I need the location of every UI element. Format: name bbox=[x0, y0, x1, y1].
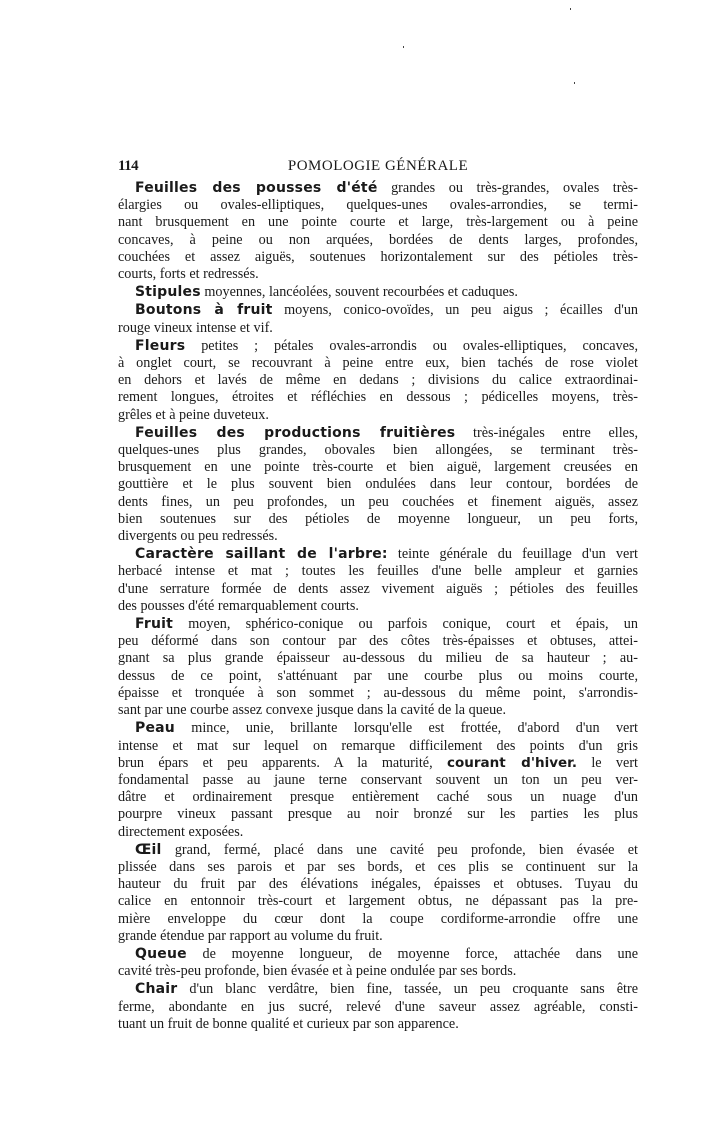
paragraph bbox=[118, 842, 638, 945]
paragraph-heading: Chair bbox=[135, 981, 178, 998]
line-text: élargies ou ovales-elliptiques, quelques-unes ovales-arrondies, se termi- bbox=[118, 197, 638, 214]
line-text: épaisse et tronquée à son sommet ; au-dessous du même point, s'arrondis- bbox=[118, 684, 638, 701]
paragraph bbox=[118, 338, 638, 424]
line-text: d'un blanc verdâtre, bien fine, tassée, un peu croquante sans être bbox=[177, 981, 638, 998]
text-line bbox=[118, 842, 638, 859]
paragraph bbox=[118, 284, 638, 301]
text-line bbox=[118, 633, 638, 650]
line-text: pourpre vineux passant presque au noir bronzé sur les parties les plus bbox=[118, 806, 638, 823]
line-text: rouge vineux intense et vif. bbox=[118, 319, 273, 336]
text-line bbox=[118, 355, 638, 372]
line-text: brun épars et peu apparents. A la maturité, bbox=[118, 754, 447, 771]
line-text: ferme, abondante en jus sucré, relevé d'une saveur assez agréable, consti- bbox=[118, 998, 638, 1015]
inline-emphasis: courant d'hiver. bbox=[446, 754, 578, 771]
line-text: brusquement en une pointe très-courte et bien aiguë, largement creusées en bbox=[118, 459, 638, 476]
text-line bbox=[118, 214, 638, 231]
text-line bbox=[118, 197, 638, 214]
paragraph-heading: Feuilles des productions fruitières bbox=[135, 424, 456, 441]
text-line bbox=[118, 442, 638, 459]
text-line bbox=[118, 999, 638, 1016]
line-text: à onglet court, se recouvrant à peine entre eux, bien tachés de rose violet bbox=[118, 355, 638, 372]
text-line bbox=[118, 320, 638, 337]
text-line bbox=[118, 789, 638, 806]
paragraph-heading: Queue bbox=[135, 945, 187, 962]
line-text: concaves, à peine ou non arquées, bordées de dents larges, profondes, bbox=[118, 231, 638, 248]
line-text: intense et mat sur lequel on remarque difficilement des points d'un gris bbox=[118, 737, 638, 754]
paragraph bbox=[118, 425, 638, 545]
text-line bbox=[118, 824, 638, 841]
text-line bbox=[118, 338, 638, 355]
text-line bbox=[118, 563, 638, 580]
line-text: bien soutenues sur des pétioles de moyenne longueur, un peu forts, bbox=[118, 510, 638, 527]
text-line bbox=[118, 302, 638, 319]
text-line bbox=[118, 528, 638, 545]
text-line bbox=[118, 494, 638, 511]
line-text: sant par une courbe assez convexe jusque dans la cavité de la queue. bbox=[118, 702, 507, 719]
text-line bbox=[118, 1016, 638, 1033]
text-line bbox=[118, 407, 638, 424]
page-header bbox=[118, 158, 638, 180]
text-line bbox=[118, 928, 638, 945]
text-line bbox=[118, 755, 638, 772]
text-line bbox=[118, 180, 638, 197]
paragraph bbox=[118, 720, 638, 840]
paragraph-heading: Stipules bbox=[135, 284, 201, 301]
text-line bbox=[118, 806, 638, 823]
line-text: mière enveloppe du cœur dont la coupe cordiforme-arrondie offre une bbox=[118, 910, 638, 927]
line-text: couchées et assez aiguës, soutenues horizontalement sur des pétioles très- bbox=[118, 248, 638, 265]
line-text: de moyenne longueur, de moyenne force, attachée dans une bbox=[186, 945, 638, 962]
book-page bbox=[118, 158, 638, 1033]
paragraph bbox=[118, 546, 638, 615]
text-line bbox=[118, 389, 638, 406]
paragraph bbox=[118, 302, 638, 336]
text-line bbox=[118, 284, 638, 301]
text-line bbox=[118, 738, 638, 755]
text-line bbox=[118, 702, 638, 719]
line-text: petites ; pétales ovales-arrondis ou ovales-elliptiques, concaves, bbox=[185, 337, 638, 354]
line-text: courts, forts et redressés. bbox=[118, 266, 259, 283]
text-line bbox=[118, 720, 638, 737]
text-line bbox=[118, 668, 638, 685]
text-line bbox=[118, 650, 638, 667]
paragraph bbox=[118, 616, 638, 719]
paragraph bbox=[118, 946, 638, 980]
line-text: mince, unie, brillante lorsqu'elle est frottée, d'abord d'un vert bbox=[174, 720, 638, 737]
line-text: grêles et à peine duveteux. bbox=[118, 406, 269, 423]
paragraph-heading: Œil bbox=[135, 841, 162, 858]
line-text: divergents ou peu redressés. bbox=[118, 528, 278, 545]
line-text: teinte générale du feuillage d'un vert bbox=[387, 546, 638, 563]
page-body bbox=[118, 180, 638, 1033]
line-text: gouttière et le plus souvent bien ondulées dans leur contour, bordées de bbox=[118, 476, 638, 493]
line-text: moyens, conico-ovoïdes, un peu aigus ; écailles d'un bbox=[272, 302, 639, 319]
text-line bbox=[118, 981, 638, 998]
line-text: grande étendue par rapport au volume du fruit. bbox=[118, 927, 383, 944]
paragraph-heading: Feuilles des pousses d'été bbox=[135, 180, 378, 196]
page-number: 114 bbox=[118, 158, 139, 174]
line-text: calice en entonnoir très-court et largement obtus, ne dépassant pas la pre- bbox=[118, 893, 638, 910]
text-line bbox=[118, 946, 638, 963]
line-text: tuant un fruit de bonne qualité et curieux par son apparence. bbox=[118, 1015, 459, 1032]
text-line bbox=[118, 911, 638, 928]
text-line bbox=[118, 425, 638, 442]
text-line bbox=[118, 876, 638, 893]
line-text: grand, fermé, placé dans une cavité peu profonde, bien évasée et bbox=[161, 841, 638, 858]
line-text: herbacé intense et mat ; toutes les feuilles d'une belle ampleur et garnies bbox=[118, 563, 638, 580]
text-line bbox=[118, 266, 638, 283]
line-text: en dehors et lavés de même en dedans ; divisions du calice extraordinai- bbox=[118, 372, 638, 389]
text-line bbox=[118, 616, 638, 633]
paragraph-heading: Fleurs bbox=[135, 337, 186, 354]
line-text: gnant sa plus grande épaisseur au-dessous du milieu de sa hauteur ; au- bbox=[118, 650, 638, 667]
paragraph bbox=[118, 180, 638, 283]
text-line bbox=[118, 546, 638, 563]
text-line bbox=[118, 598, 638, 615]
paragraph-heading: Fruit bbox=[135, 616, 174, 633]
line-text: dâtre et ordinairement presque entièrement caché sous un nuage d'un bbox=[118, 789, 638, 806]
text-line bbox=[118, 232, 638, 249]
line-text: quelques-unes plus grandes, obovales bien allongées, se terminant très- bbox=[118, 442, 638, 459]
text-line bbox=[118, 581, 638, 598]
scan-speck bbox=[570, 8, 571, 10]
line-text: dents fines, un peu profondes, un peu couchées et finement aiguës, assez bbox=[118, 493, 638, 510]
scan-speck bbox=[574, 82, 575, 84]
running-title: POMOLOGIE GÉNÉRALE bbox=[287, 158, 469, 174]
line-text: grandes ou très-grandes, ovales très- bbox=[377, 180, 638, 196]
text-line bbox=[118, 963, 638, 980]
line-text: moyennes, lancéolées, souvent recourbées et caduques. bbox=[200, 284, 518, 301]
line-text: dessus de ce point, s'atténuant par une courbe plus ou moins courte, bbox=[118, 667, 638, 684]
text-line bbox=[118, 459, 638, 476]
line-text: plissée dans ses parois et par ses bords, et ces plis se continuent sur la bbox=[118, 858, 638, 875]
paragraph bbox=[118, 981, 638, 1033]
text-line bbox=[118, 772, 638, 789]
line-text: moyen, sphérico-conique ou parfois conique, court et épais, un bbox=[173, 616, 638, 633]
line-text: très-inégales entre elles, bbox=[455, 424, 639, 441]
line-text: hauteur du fruit par des élévations inégales, épaisses et obtuses. Tuyau du bbox=[118, 876, 638, 893]
line-text: cavité très-peu profonde, bien évasée et à peine ondulée par ses bords. bbox=[118, 963, 517, 980]
line-text: d'une serrature formée de dents assez vivement aiguës ; pétioles des feuilles bbox=[118, 580, 638, 597]
line-text: peu déformé dans son contour par des côtes très-épaisses et obtuses, attei- bbox=[118, 633, 638, 650]
line-text: le vert bbox=[577, 754, 638, 771]
line-text: des pousses d'été remarquablement courts. bbox=[118, 597, 359, 614]
paragraph-heading: Boutons à fruit bbox=[135, 302, 273, 319]
paragraph-heading: Caractère saillant de l'arbre: bbox=[135, 546, 388, 563]
text-line bbox=[118, 372, 638, 389]
line-text: directement exposées. bbox=[118, 823, 244, 840]
text-line bbox=[118, 859, 638, 876]
text-line bbox=[118, 249, 638, 266]
text-line bbox=[118, 476, 638, 493]
line-text: rement longues, étroites et réfléchies en dessous ; pédicelles moyens, très- bbox=[118, 389, 638, 406]
paragraph-heading: Peau bbox=[135, 720, 175, 737]
scan-speck bbox=[403, 46, 404, 48]
text-line bbox=[118, 511, 638, 528]
text-line bbox=[118, 893, 638, 910]
line-text: nant brusquement en une pointe courte et large, très-largement ou à peine bbox=[118, 214, 638, 231]
line-text: fondamental passe au jaune terne conservant souvent un ton un peu ver- bbox=[118, 771, 638, 788]
text-line bbox=[118, 685, 638, 702]
